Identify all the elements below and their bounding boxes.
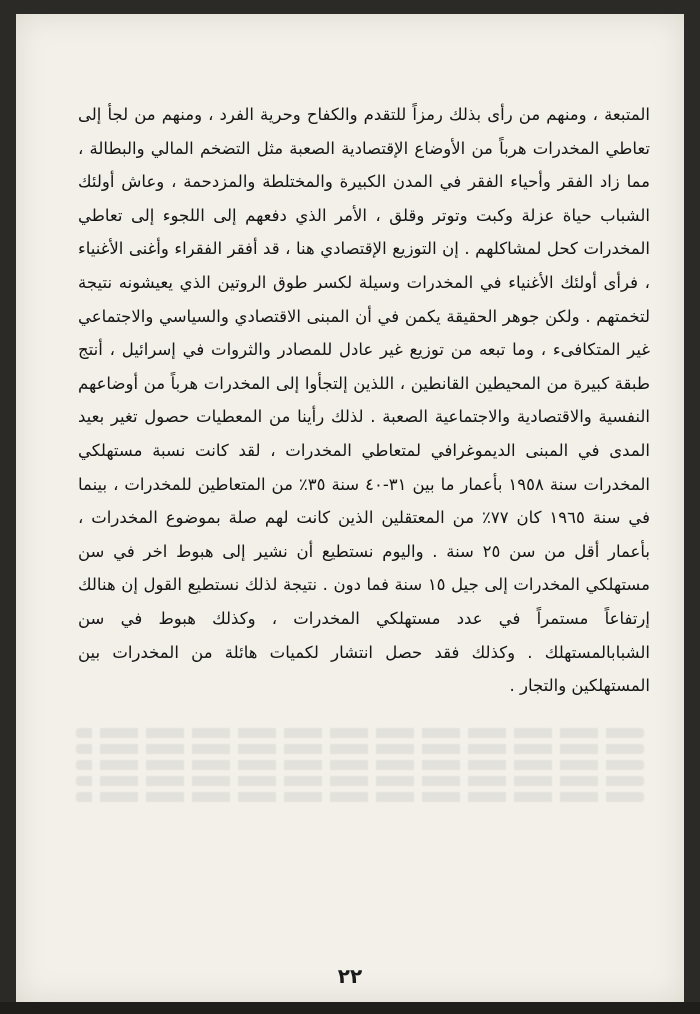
page-number: ٢٢ [337,964,363,988]
body-paragraph: المتبعة ، ومنهم من رأى بذلك رمزاً للتقدم والكفاح وحرية الفرد ، ومنهم من لجأ إلى تعاطي المخدرات هرباً من الأوضاع الإقتصادية الصعبة مثل التضخم المالي والبطالة ، مما زاد الفقر وأحياء الفقر في المدن الكبيرة والمختلطة والمزدحمة ، وعاش أولئك الشباب حياة عزلة وكبت وتوتر وقلق ، الأمر الذي دفعهم إلى اللجوء إلى تعاطي المخدرات كحل لمشاكلهم . إن التوزيع الإقتصادي هنا ، قد أفقر الفقراء وأغنى الأغنياء ، فرأى أولئك الأغنياء في المخدرات وسيلة لكسر طوق الروتين الذي يعيشونه نتيجة لتخمتهم . ولكن جوهر الحقيقة يكمن في أن المبنى الاقتصادي والسياسي والاجتماعي غير المتكافىء ، وما تبعه من توزيع غير عادل للمصادر والثروات في إسرائيل ، أنتج طبقة كبيرة من المحيطين القانطين ، اللذين إلتجأوا إلى المخدرات هرباً من أوضاعهم النفسية والاقتصادية والاجتماعية الصعبة . لذلك رأينا من المعطيات حصول تغير بعيد المدى في المبنى الديموغرافي لمتعاطي المخدرات ، لقد كانت نسبة مستهلكي المخدرات سنة ١٩٥٨ بأعمار ما بين ٣١-٤٠ سنة ٣٥٪ من المتعاطين للمخدرات ، بينما في سنة ١٩٦٥ كان ٧٧٪ من المعتقلين الذين كانت لهم صلة بموضوع المخدرات ، بأعمار أقل من سن ٢٥ سنة . واليوم نستطيع أن نشير إلى هبوط اخر في سن مستهلكي المخدرات إلى جيل ١٥ سنة فما دون . نتيجة لذلك نستطيع القول إن هنالك إرتفاعاً مستمراً في عدد مستهلكي المخدرات ، وكذلك هبوط في سن الشبابالمستهلك . وكذلك فقد حصل انتشار لكميات هائلة من المخدرات بين المستهلكين والتجار . [78,105,650,696]
scan-bottom-edge [0,1002,700,1014]
bleed-through-text [76,722,644,932]
book-page [16,14,684,1002]
